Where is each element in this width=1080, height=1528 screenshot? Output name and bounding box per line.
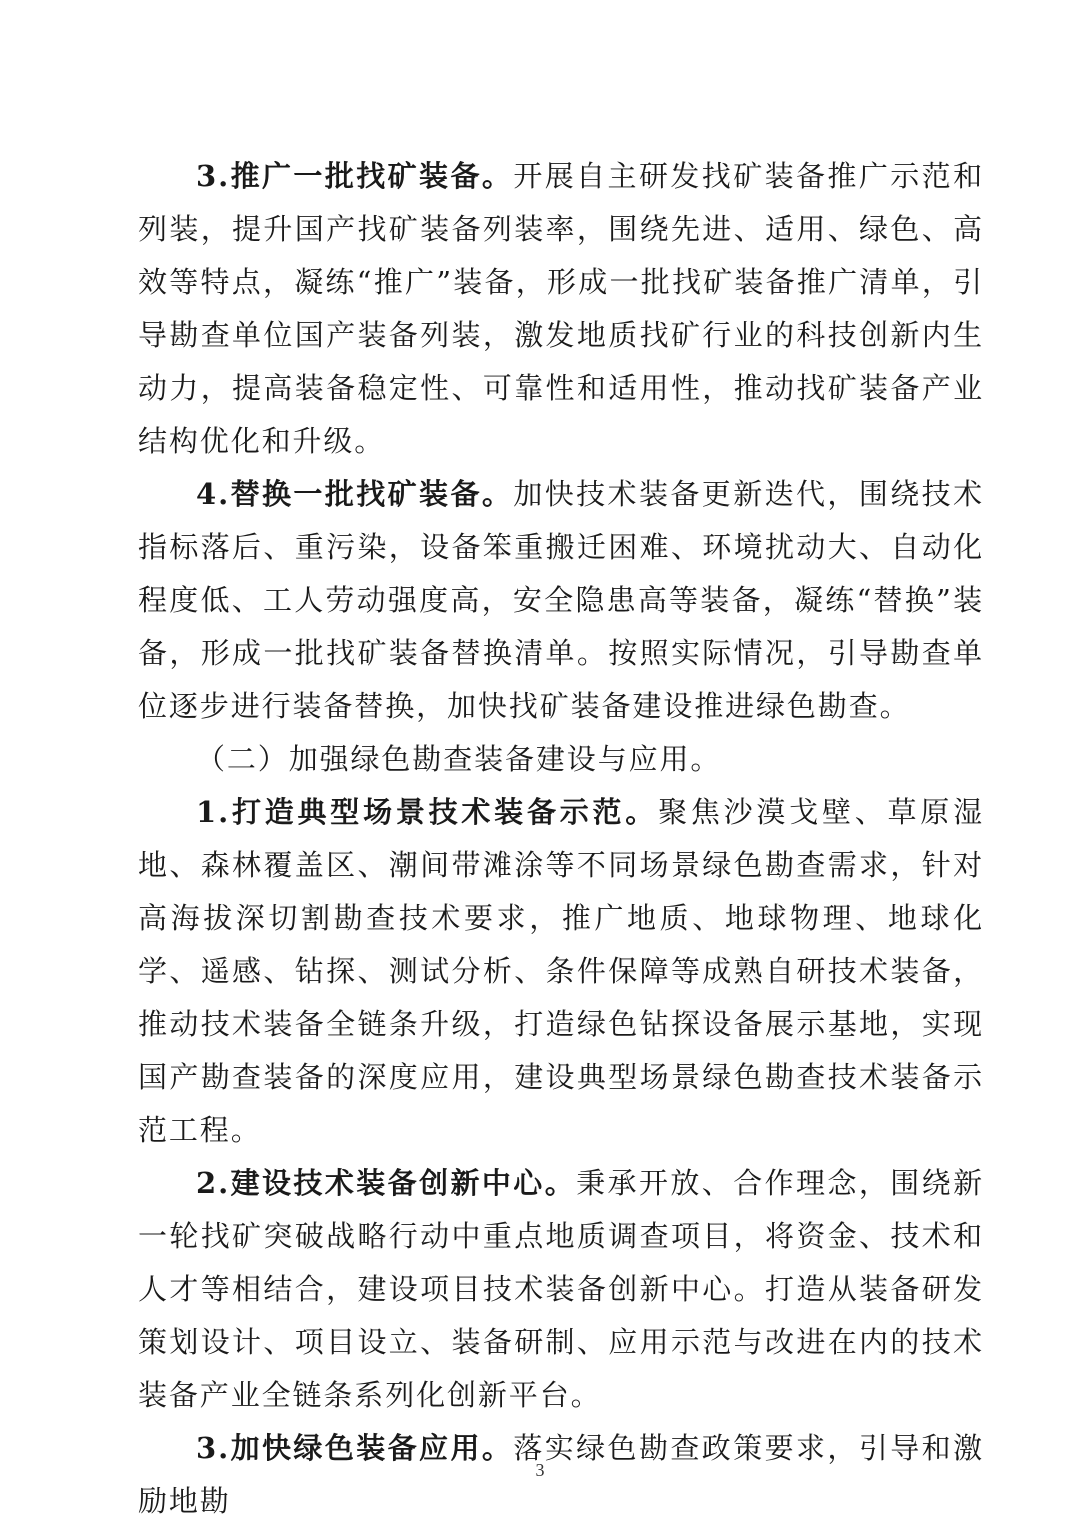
paragraph-lead: 1.打造典型场景技术装备示范。: [196, 795, 659, 829]
paragraph-text: 开展自主研发找矿装备推广示范和列装，提升国产找矿装备列装率，围绕先进、适用、绿色、高效等特点，凝练“推广”装备，形成一批找矿装备推广清单，引导勘查单位国产装备列装，激发地质找矿行业的科技创新内生动力，提高装备稳定性、可靠性和适用性，推动找矿装备产业结构优化和升级。: [138, 159, 984, 458]
paragraph-text: 落实绿色勘查政策要求，引导和激励地勘: [138, 1431, 984, 1518]
section-heading: （二）加强绿色勘查装备建设与应用。: [196, 742, 722, 776]
paragraph-text: 秉承开放、合作理念，围绕新一轮找矿突破战略行动中重点地质调查项目，将资金、技术和人才等相结合，建设项目技术装备创新中心。打造从装备研发策划设计、项目设立、装备研制、应用示范与改进在内的技术装备产业全链条系列化创新平台。: [138, 1166, 984, 1412]
document-body: [138, 150, 984, 1528]
paragraph-innovation-center: [138, 1157, 984, 1422]
paragraph-lead: 2.建设技术装备创新中心。: [196, 1166, 577, 1200]
paragraph-text: 加快技术装备更新迭代，围绕技术指标落后、重污染，设备笨重搬迁困难、环境扰动大、自动化程度低、工人劳动强度高，安全隐患高等装备，凝练“替换”装备，形成一批找矿装备替换清单。按照实际情况，引导勘查单位逐步进行装备替换，加快找矿装备建设推进绿色勘查。: [138, 477, 984, 723]
paragraph-lead: 3.加快绿色装备应用。: [196, 1431, 514, 1465]
paragraph-lead: 4.替换一批找矿装备。: [196, 477, 514, 511]
paragraph-scenario-demo: [138, 786, 984, 1157]
paragraph-replace-equipment: [138, 468, 984, 733]
paragraph-lead: 3.推广一批找矿装备。: [196, 159, 514, 193]
paragraph-promote-equipment: [138, 150, 984, 468]
paragraph-text: 聚焦沙漠戈壁、草原湿地、森林覆盖区、潮间带滩涂等不同场景绿色勘查需求，针对高海拔深切割勘查技术要求，推广地质、地球物理、地球化学、遥感、钻探、测试分析、条件保障等成熟自研技术装备，推动技术装备全链条升级，打造绿色钻探设备展示基地，实现国产勘查装备的深度应用，建设典型场景绿色勘查技术装备示范工程。: [138, 795, 984, 1147]
page-number: 3: [535, 1460, 545, 1480]
